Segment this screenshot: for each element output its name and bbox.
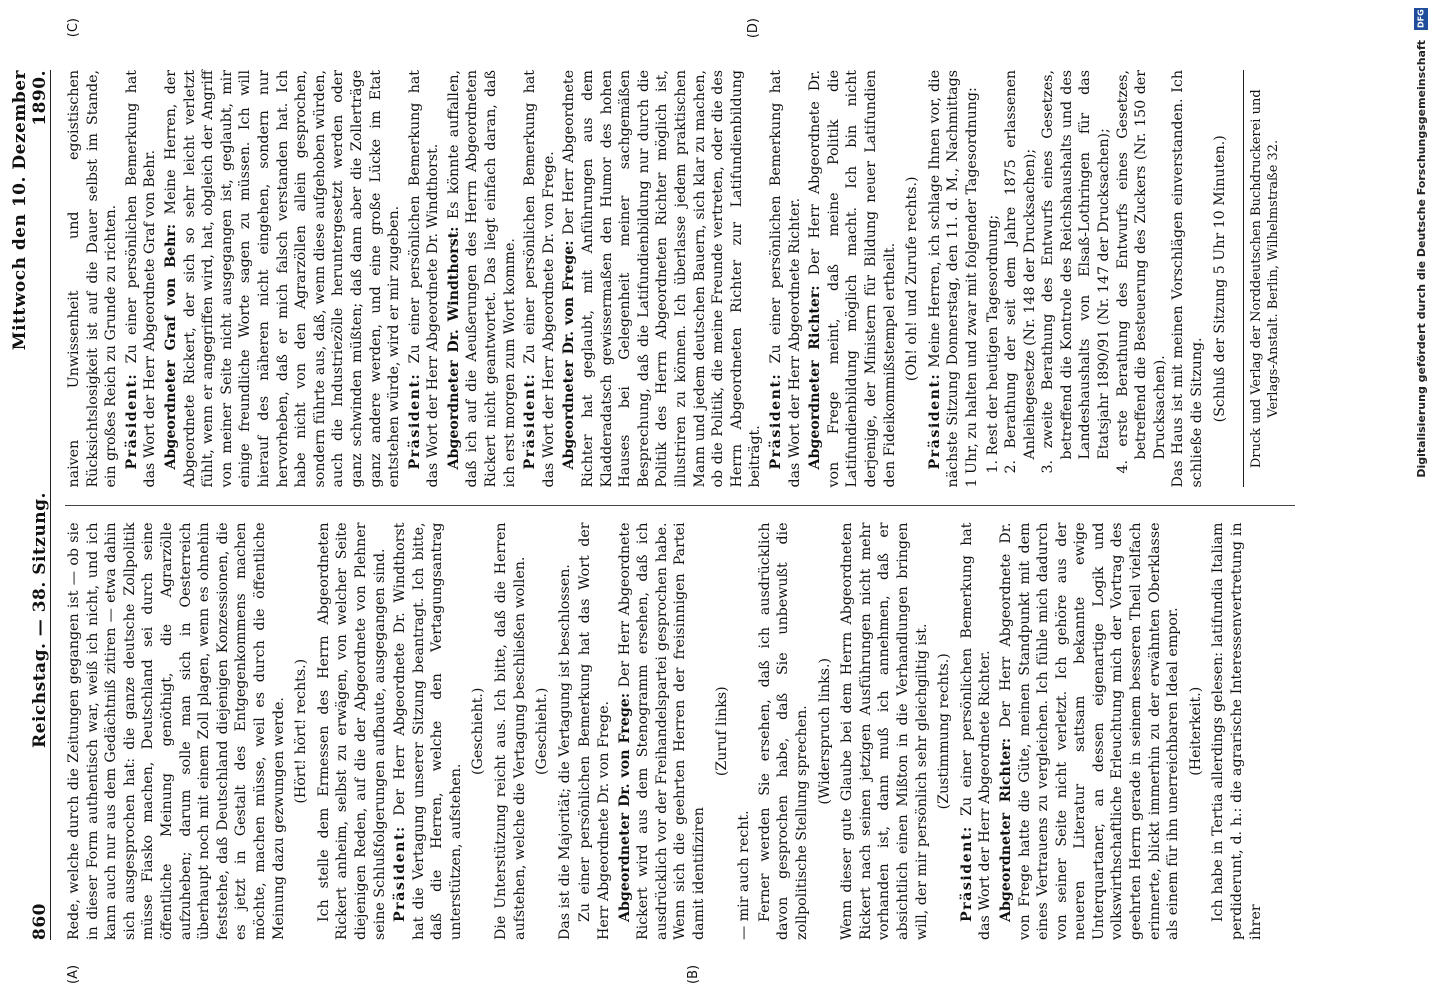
paragraph: naiven Unwissenheit und egoistischen Rücksichtslosigkeit ist auf die Dauer selbst im Stande, ein großes Reich zu Grunde zu richten.	[66, 70, 120, 488]
paragraph: Zu einer persönlichen Bemerkung hat das Wort der Herr Abgeordnete Dr. von Frege.	[577, 522, 613, 940]
paragraph	[926, 70, 982, 488]
speaker-name: Abgeordneter Dr. von Frege:	[616, 692, 633, 922]
paragraph: Das ist die Majorität; die Vertagung ist beschlossen.	[556, 564, 573, 940]
paragraph: Wenn dieser gute Glaube bei dem Herrn Abgeordneten Rickert nach seinen jetzigen Ausführungen nicht mehr vorhanden ist, dann muß ich annehmen, daß er absichtlich einen Mißton in die Verhandlungen bringen will, der mir persönlich sehr gleichgiltig ist.	[839, 522, 930, 940]
interjection: (Hört! hört! rechts.)	[293, 658, 310, 804]
paragraph	[445, 70, 519, 488]
digitization-credit: Digitalisierung gefördert durch die Deutsche Forschungsgemeinschaft	[1415, 40, 1428, 478]
speech-text: Zu einer persönlichen Bemerkung hat das Wort der Herr Abgeordnete Dr. Windthorst.	[406, 70, 442, 488]
agenda-item: 1. Rest der heutigen Tagesordnung;	[984, 214, 1001, 474]
text-columns	[65, 18, 1295, 984]
running-title: Reichstag. — 38. Sitzung.	[30, 492, 50, 748]
agenda-item: 3. zweite Berathung des Entwurfs eines Gesetzes, betreffend die Kontrole des Reichshaushalts und des Landeshaushalts von Elsaß-Lothringen für das Etatsjahr 1890/91 (Nr. 147 der Drucksachen);	[1040, 70, 1113, 474]
speech-text: Zu einer persönlichen Bemerkung hat das Wort der Herr Abgeordnete Graf von Behr.	[123, 70, 159, 488]
paragraph	[560, 70, 765, 488]
interjection: (Zustimmung rechts.)	[936, 653, 953, 810]
interjection: (Geschieht.)	[470, 687, 487, 775]
session-date: Mittwoch den 10. Dezember 1890.	[10, 70, 50, 351]
speaker-label: Präsident:	[123, 372, 140, 470]
margin-mark-d: (D)	[746, 18, 761, 39]
paragraph: Rede, welche durch die Zeitungen gegangen ist — ob sie in dieser Form authentisch war, weiß ich nicht, und ich kann auch nur aus dem Gedächtniß zitiren — etwa dahin sich ausgesprochen hat: die ganze deutsche Zollpolitik müsse Fiasko machen, Deutschland sei durch seine öffentliche Meinung genöthigt, die Agrarzölle aufzuheben; darum solle man sich in Oesterreich überhaupt noch mit einem Zoll plagen, wenn es ohnehin feststehe, daß Deutschland diejenigen Konzessionen, die es jetzt in Gestalt des Entgegenkommens machen möchte, machen müsse, weil es durch die öffentliche Meinung dazu gezwungen werde.	[66, 522, 287, 940]
paragraph	[767, 70, 804, 488]
agenda-item: 2. Berathung der seit dem Jahre 1875 erlassenen Anleihegesetze (Nr. 148 der Drucksachen);	[1003, 70, 1038, 474]
speech-text: Zu einer persönlichen Bemerkung hat das Wort der Herr Abgeordnete Richter.	[767, 70, 803, 488]
printer-imprint: Druck und Verlag der Norddeutschen Buchdruckerei und Verlags-Anstalt. Berlin, Wilhelmstraße 32.	[1243, 70, 1282, 488]
speaker-label: Präsident:	[767, 372, 784, 470]
column-right	[65, 18, 1295, 507]
agenda-item: 4. erste Berathung des Entwurfs eines Gesetzes, betreffend die Besteuerung des Zuckers (Nr. 150 der Drucksachen).	[1114, 70, 1168, 474]
speaker-label: Präsident:	[392, 825, 409, 922]
speech-text: Der Herr Abgeordnete Dr. von Frege hatte die Güte, meinen Standpunkt mit dem eines Vertrauens zu vergleichen. Ich fühle mich dadurch von seiner Seite nicht verletzt. Ich gehöre aus der neueren Literatur sattsam bekannte ewige Unterquartaner, an dessen eigenartige Logik und volkswirthschaftliche Erleuchtung mich der Vortrag des geehrten Herrn gerade in seinem besseren Theil vielfach erinnerte, blickt immerhin zu der erwähnten Oberklasse als einem für ihn unerreichbaren Ideal empor.	[997, 522, 1182, 940]
paragraph: Die Unterstützung reicht aus. Ich bitte, daß die Herren aufstehen, welche die Vertagung beschließen wollen.	[493, 522, 528, 940]
interjection: (Zuruf links)	[713, 686, 730, 777]
interjection: (Widerspruch links.)	[816, 657, 833, 805]
margin-mark-a: (A)	[66, 964, 81, 984]
speech-text: Der Herr Abgeordnete Dr. von Frege meint, daß meine Politik die Latifundienbildung möglich macht. Ich bin nicht derjenige, der Ministern für Bildung neuer Latifundien den Fideikommißstempel ertheilt.	[807, 70, 898, 488]
speaker-name: Abgeordneter Dr. Windthorst:	[445, 226, 462, 470]
interjection: (Geschieht.)	[534, 687, 551, 775]
dfg-logo: DFG	[1414, 8, 1428, 30]
paragraph	[521, 70, 558, 488]
speaker-name: Abgeordneter Richter:	[997, 737, 1014, 922]
interjection: (Oh! oh! und Zurufe rechts.)	[904, 176, 921, 382]
speaker-label: Präsident:	[522, 372, 539, 470]
speech-text: Der Herr Abgeordnete Dr. Windthorst hat die Vertagung unserer Sitzung beantragt. Ich bitte, daß die Herren, welche den Vertagungsantrag unterstützen, aufstehen.	[392, 522, 464, 940]
margin-mark-c: (C)	[66, 18, 81, 38]
speaker-label: Präsident:	[958, 825, 975, 922]
paragraph: Das Haus ist mit meinen Vorschlägen einverstanden. Ich schließe die Sitzung.	[1170, 70, 1206, 488]
paragraph	[806, 70, 899, 488]
paragraph	[391, 523, 465, 941]
margin-mark-b: (B)	[686, 964, 701, 984]
speech-text: Es könnte auffallen, daß ich auf die Aeußerungen des Herrn Abgeordneten Rickert nicht geantwortet. Das liegt einfach daran, daß ich erst morgen zum Wort komme.	[445, 70, 518, 488]
paragraph: Ferner werden Sie ersehen, daß ich ausdrücklich davon gesprochen habe, daß Sie unbewußt die zollpolitische Stellung sprechen.	[756, 522, 810, 940]
page-header	[10, 70, 51, 940]
speech-text: Der Herr Abgeordnete Richter hat geglaubt, mit Anführungen aus dem Kladderadatsch gewissermaßen den Humor des hohen Hauses bei Gelegenheit meiner sachgemäßen Besprechung, daß die Latifundienbildung nur durch die Politik des Herrn Abgeordneten Richter möglich ist, illustriren zu können. Ich überlasse jedem praktischen Mann und jedem deutschen Bauern, sich klar zu machen, ob die Politik, die meine Freunde vertreten, oder die des Herrn Abgeordneten Richter zur Latifundienbildung beiträgt.	[561, 70, 764, 488]
paragraph	[406, 70, 443, 488]
speech-text: Zu einer persönlichen Bemerkung hat das Wort der Herr Abgeordnete Dr. von Frege.	[522, 70, 557, 488]
agenda-list	[984, 70, 1170, 488]
digitization-strip	[1406, 0, 1432, 1000]
speaker-label: Präsident:	[406, 372, 423, 470]
column-left	[65, 522, 1295, 984]
speaker-name: Abgeordneter Graf von Behr:	[162, 223, 179, 470]
paragraph	[958, 523, 995, 941]
page-number: 860	[30, 903, 50, 940]
paragraph: Ich habe in Tertia allerdings gelesen: latifundia Italiam perdiderunt, d. h.: die agrarische Interessenvertretung in ihrer	[1210, 522, 1264, 940]
speech-text: Meine Herren, der Abgeordnete Rickert, der sich so sehr leicht verletzt fühlt, wenn er angegriffen wird, hat, obgleich der Angriff von meiner Seite nicht ausgegangen ist, geglaubt, mir einige freundliche Worte sagen zu müssen. Ich will hierauf des näheren nicht eingehen, sondern nur hervorheben, daß er mich falsch verstanden hat. Ich habe nicht von den Agrarzöllen allein gesprochen, sondern führte aus, daß, wenn diese aufgehoben würden, auch die Industriezölle heruntergesetzt werden oder ganz schwinden müßten; daß dann aber die Zollerträge ganz andere werden, und eine große Lücke im Etat entstehen würde, wird er mir zugeben.	[162, 70, 403, 488]
paragraph	[162, 70, 404, 488]
paragraph	[616, 523, 709, 941]
speech-text: Der Herr Abgeordnete Rickert wird aus dem Stenogramm ersehen, daß ich ausdrücklich vor der Freihandelspartei gesprochen habe. Wenn sich die geehrten Herren der freisinnigen Partei damit identifiziren	[616, 522, 707, 940]
session-end-note: (Schluß der Sitzung 5 Uhr 10 Minuten.)	[1211, 135, 1228, 423]
paragraph	[123, 70, 160, 488]
speech-text: Meine Herren, ich schlage Ihnen vor, die nächste Sitzung Donnerstag, den 11. d. M., Nachmittags 1 Uhr, zu halten und zwar mit folgender Tagesordnung:	[926, 70, 980, 488]
speaker-name: Abgeordneter Dr. von Frege:	[561, 240, 578, 470]
interjection: (Heiterkeit.)	[1187, 686, 1204, 776]
speaker-name: Abgeordneter Richter:	[807, 285, 824, 470]
paragraph	[997, 523, 1183, 941]
paragraph: — mir auch recht.	[736, 810, 753, 940]
speaker-label: Präsident:	[926, 372, 943, 470]
speech-text: Zu einer persönlichen Bemerkung hat das Wort der Herr Abgeordnete Richter.	[958, 522, 994, 940]
paragraph: Ich stelle dem Ermessen des Herrn Abgeordneten Rickert anheim, selbst zu erwägen, von welcher Seite diejenigen Reden, auf die der Abgeordnete von Plehner seine Schlußfolgerungen aufbaute, ausgegangen sind.	[315, 522, 388, 940]
